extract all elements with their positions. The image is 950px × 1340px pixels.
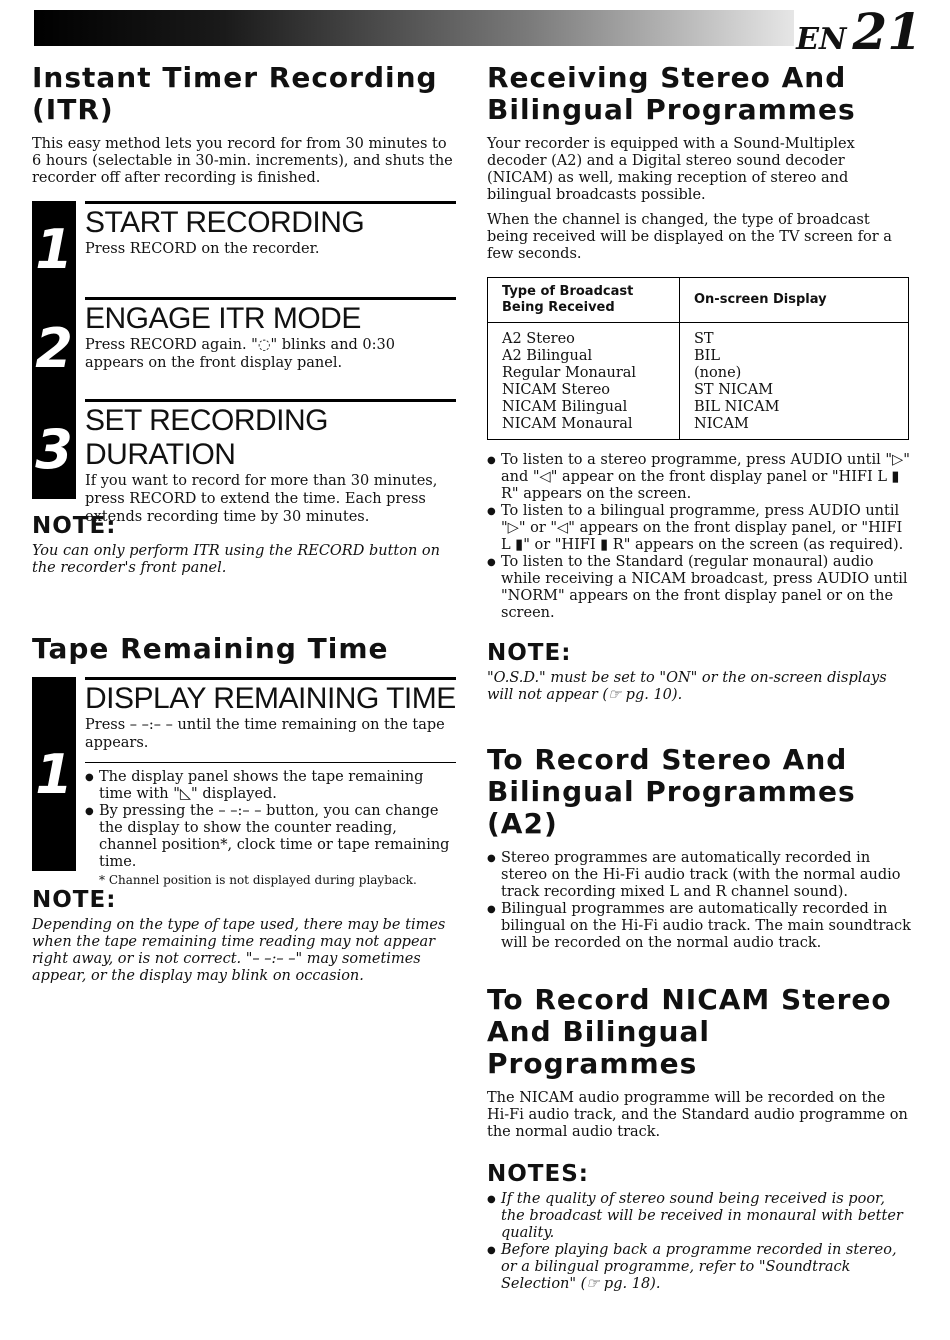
a2-title: To Record Stereo And Bilingual Programmes (A2) xyxy=(487,743,856,840)
step-number: 1 xyxy=(32,677,76,871)
a2-bullets xyxy=(487,850,912,952)
table-cell-value: NICAM Bilingual xyxy=(502,399,628,415)
nicam-title: To Record NICAM Stereo And Bilingual Programmes xyxy=(487,983,892,1080)
language-label: EN xyxy=(796,22,847,57)
itr-step-3 xyxy=(32,399,456,525)
list-item: ● To listen to a stereo programme, press AUDIO until "▷" and "◁" appear on the front display panel or "HIFI L ▮ R" appears on the screen. xyxy=(487,452,912,503)
step-title: START RECORDING xyxy=(85,201,456,240)
step-number: 2 xyxy=(32,297,76,399)
list-item: ● Bilingual programmes are automatically recorded in bilingual on the Hi-Fi audio track. The main soundtrack will be recorded on the normal audio track. xyxy=(487,901,912,952)
table-cell-value: A2 Bilingual xyxy=(502,348,593,364)
table-cell-value: NICAM Monaural xyxy=(502,416,633,432)
list-item: ● To listen to a bilingual programme, press AUDIO until "▷" or "◁" appears on the front display panel, or "HIFI L ▮" or "HIFI ▮ R" appears on the screen (as required). xyxy=(487,503,912,554)
stereo-bullets xyxy=(487,452,912,622)
page-label xyxy=(796,2,922,61)
list-item: ● To listen to the Standard (regular monaural) audio while receiving a NICAM broadcast, press AUDIO until "NORM" appears on the front display panel or on the screen. xyxy=(487,554,912,622)
list-item: ● The display panel shows the tape remaining time with "◺" displayed. xyxy=(85,769,456,803)
list-item: ● Before playing back a programme recorded in stereo, or a bilingual programme, refer to "Soundtrack Selection" (☞ pg. 18). xyxy=(487,1242,912,1293)
table-header: On-screen Display xyxy=(680,278,909,323)
tape-bullets xyxy=(85,769,456,871)
table-cell xyxy=(488,323,680,440)
table-cell-value: Regular Monaural xyxy=(502,365,637,381)
step-title: DISPLAY REMAINING TIME xyxy=(85,677,456,716)
table-cell-value: ST xyxy=(694,331,714,347)
list-item: ● If the quality of stereo sound being received is poor, the broadcast will be received in monaural with better quality. xyxy=(487,1191,912,1242)
step-text: Press RECORD on the recorder. xyxy=(85,241,320,257)
step-title: SET RECORDING DURATION xyxy=(85,399,456,472)
broadcast-table xyxy=(487,277,909,440)
list-item: ● By pressing the – –:– – button, you can change the display to show the counter reading, channel position*, clock time or tape remaining time. xyxy=(85,803,456,871)
table-cell-value: NICAM Stereo xyxy=(502,382,611,398)
itr-intro: This easy method lets you record for from 30 minutes to 6 hours (selectable in 30-min. increments), and shuts the recorder off after recording is finished. xyxy=(32,136,453,186)
itr-step-2 xyxy=(32,297,456,399)
table-cell-value: ST NICAM xyxy=(694,382,774,398)
nicam-text: The NICAM audio programme will be recorded on the Hi-Fi audio track, and the Standard audio programme on the normal audio track. xyxy=(487,1090,908,1140)
left-column xyxy=(32,62,456,985)
step-text: Press – –:– – until the time remaining on the tape appears. xyxy=(85,716,456,763)
tape-footnote: * Channel position is not displayed during playback. xyxy=(99,873,417,887)
stereo-intro-2: When the channel is changed, the type of broadcast being received will be displayed on the TV screen for a few seconds. xyxy=(487,212,892,262)
step-number: 1 xyxy=(32,201,76,297)
table-header-row xyxy=(488,278,909,323)
table-row xyxy=(488,323,909,440)
tape-note-heading: NOTE: xyxy=(32,887,117,913)
itr-title: Instant Timer Recording (ITR) xyxy=(32,61,438,126)
page-number: 21 xyxy=(852,2,922,61)
tape-step-1 xyxy=(32,677,456,887)
list-item: ● Stereo programmes are automatically recorded in stereo on the Hi-Fi audio track (with the normal audio track recording mixed L and R channel sound). xyxy=(487,850,912,901)
stereo-note: "O.S.D." must be set to "ON" or the on-screen displays will not appear (☞ pg. 10). xyxy=(487,670,887,703)
table-cell xyxy=(680,323,909,440)
table-cell-value: BIL NICAM xyxy=(694,399,780,415)
tape-note: Depending on the type of tape used, there may be times when the tape remaining time reading may not appear right away, or is not correct. "– –:– –" may sometimes appear, or the display may blink on occasion. xyxy=(32,917,446,984)
step-text: Press RECORD again. "◌" blinks and 0:30 appears on the front display panel. xyxy=(85,337,395,371)
itr-note: You can only perform ITR using the RECORD button on the recorder's front panel. xyxy=(32,543,440,576)
right-column xyxy=(487,62,912,1293)
tape-title: Tape Remaining Time xyxy=(32,632,389,665)
table-cell-value: A2 Stereo xyxy=(502,331,575,347)
table-header: Type of Broadcast Being Received xyxy=(488,278,680,323)
stereo-intro-1: Your recorder is equipped with a Sound-Multiplex decoder (A2) and a Digital stereo sound decoder (NICAM) as well, making reception of stereo and bilingual broadcasts possible. xyxy=(487,136,855,203)
itr-step-1 xyxy=(32,201,456,297)
header-bar xyxy=(34,10,794,46)
step-number: 3 xyxy=(32,399,76,499)
itr-note-heading: NOTE: xyxy=(32,513,117,539)
table-cell-value: BIL xyxy=(694,348,721,364)
step-text: If you want to record for more than 30 minutes, press RECORD to extend the time. Each press extends recording time by 30 minutes. xyxy=(85,473,438,525)
stereo-title: Receiving Stereo And Bilingual Programmes xyxy=(487,61,856,126)
table-cell-value: (none) xyxy=(694,365,742,381)
stereo-note-heading: NOTE: xyxy=(487,640,572,666)
nicam-notes xyxy=(487,1191,912,1293)
step-title: ENGAGE ITR MODE xyxy=(85,297,456,336)
nicam-notes-heading: NOTES: xyxy=(487,1161,589,1187)
table-cell-value: NICAM xyxy=(694,416,749,432)
